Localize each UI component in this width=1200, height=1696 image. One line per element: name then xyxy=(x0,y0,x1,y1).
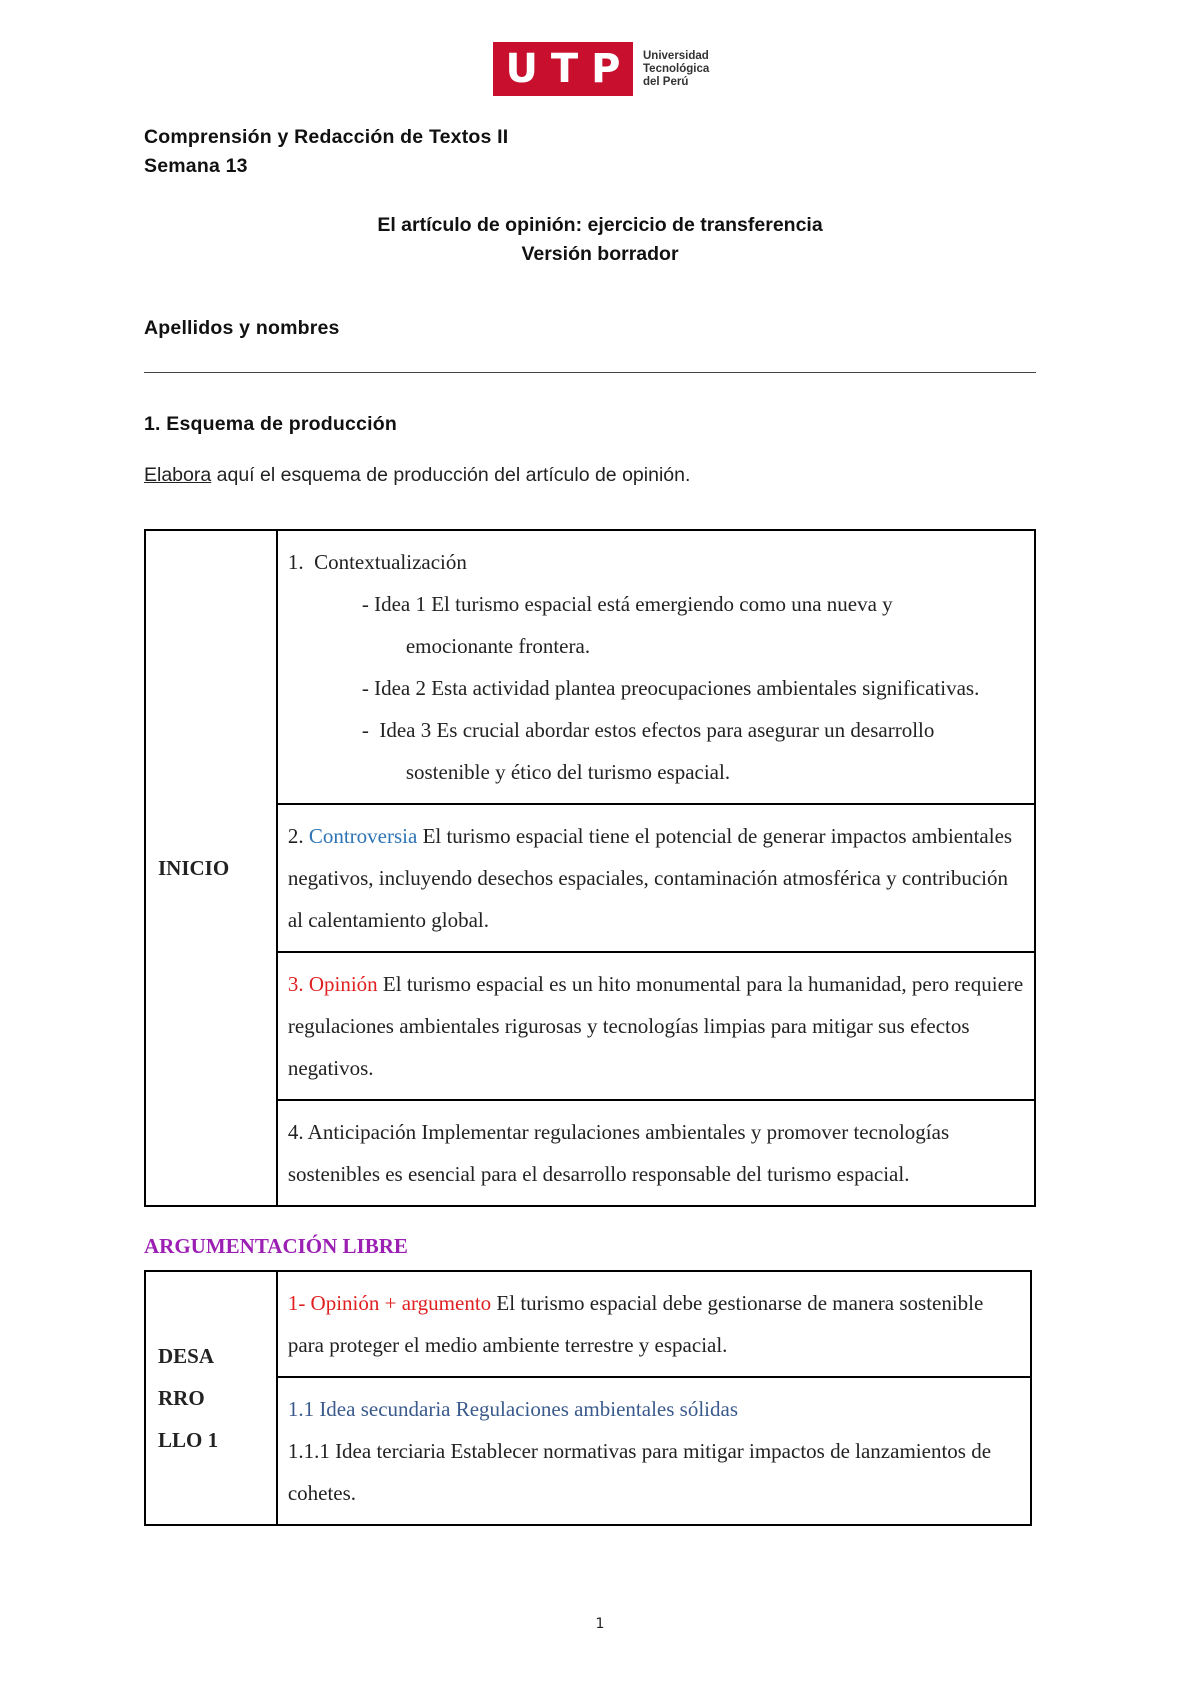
desarrollo-label xyxy=(145,1271,277,1525)
logo-wordmark xyxy=(643,50,709,89)
argumentacion-title: ARGUMENTACIÓN LIBRE xyxy=(144,1234,408,1258)
ideas-cell xyxy=(277,1377,1031,1525)
idea-terciaria: 1.1.1 Idea terciaria Establecer normativas para mitigar impactos de lanzamientos de cohetes. xyxy=(287,1439,992,1505)
logo-line-3: del Perú xyxy=(643,75,689,88)
opinion-cell xyxy=(277,952,1035,1100)
names-blank-line xyxy=(144,372,1036,373)
instruction-text xyxy=(144,464,690,487)
desarrollo-table xyxy=(144,1270,1032,1526)
controversia-label: Controversia xyxy=(308,824,418,848)
logo-letter-u: U xyxy=(505,46,538,92)
logo-letter-p: P xyxy=(591,46,621,92)
argumento-label: 1- Opinión + argumento xyxy=(287,1291,492,1315)
idea-secundaria: 1.1 Idea secundaria Regulaciones ambientales sólidas xyxy=(287,1397,738,1421)
anticipacion-row xyxy=(145,1100,1035,1206)
opinion-text: El turismo espacial es un hito monumental para la humanidad, pero requiere regulaciones ambientales rigurosas y tecnologías limpias para mitigar sus efectos negativos. xyxy=(287,972,1024,1080)
section-heading: 1. Esquema de producción xyxy=(144,413,397,435)
controversia-cell xyxy=(277,804,1035,952)
controversia-number: 2. xyxy=(287,824,309,848)
logo-letter-t: T xyxy=(550,46,579,92)
ideas-row xyxy=(145,1377,1031,1525)
document-title: El artículo de opinión: ejercicio de transferencia xyxy=(377,214,823,236)
inicio-table xyxy=(144,529,1036,1207)
argumento-text: El turismo espacial debe gestionarse de manera sostenible para proteger el medio ambiente terrestre y espacial. xyxy=(287,1291,984,1357)
controversia-row xyxy=(145,804,1035,952)
idea-1-line-b: emocionante frontera. xyxy=(405,634,591,658)
utp-logo-box xyxy=(493,42,633,96)
inicio-label: INICIO xyxy=(145,530,277,1206)
opinion-label: 3. Opinión xyxy=(287,972,378,996)
week-label: Semana 13 xyxy=(144,155,248,177)
logo-line-1: Universidad xyxy=(643,49,709,62)
utp-logo xyxy=(493,42,709,96)
argumento-row xyxy=(145,1271,1031,1377)
page-number: 1 xyxy=(595,1616,605,1632)
opinion-row xyxy=(145,952,1035,1100)
idea-1-line-a: - Idea 1 El turismo espacial está emergiendo como una nueva y xyxy=(361,592,893,616)
argumento-cell xyxy=(277,1271,1031,1377)
anticipacion-cell: 4. Anticipación Implementar regulaciones ambientales y promover tecnologías sostenibles es esencial para el desarrollo responsable del turismo espacial. xyxy=(277,1100,1035,1206)
contextualizacion-row xyxy=(145,530,1035,804)
logo-line-2: Tecnológica xyxy=(643,62,710,75)
idea-2: - Idea 2 Esta actividad plantea preocupaciones ambientales significativas. xyxy=(361,676,980,700)
contextualizacion-cell xyxy=(277,530,1035,804)
idea-3-line-a: - Idea 3 Es crucial abordar estos efectos para asegurar un desarrollo xyxy=(361,718,935,742)
course-name: Comprensión y Redacción de Textos II xyxy=(144,126,509,148)
desarrollo-label-line-3: LLO 1 xyxy=(158,1428,219,1452)
names-label: Apellidos y nombres xyxy=(144,317,340,339)
idea-3-line-b: sostenible y ético del turismo espacial. xyxy=(405,760,731,784)
controversia-text: El turismo espacial tiene el potencial de generar impactos ambientales negativos, incluyendo desechos espaciales, contaminación atmosférica y contribución al calentamiento global. xyxy=(287,824,1013,932)
desarrollo-label-line-1: DESA xyxy=(158,1344,215,1368)
instruction-rest: aquí el esquema de producción del artículo de opinión. xyxy=(211,464,691,486)
desarrollo-label-line-2: RRO xyxy=(158,1386,205,1410)
document-subtitle: Versión borrador xyxy=(521,243,679,265)
instruction-verb: Elabora xyxy=(144,464,212,486)
contextualizacion-title: 1. Contextualización xyxy=(287,550,467,574)
